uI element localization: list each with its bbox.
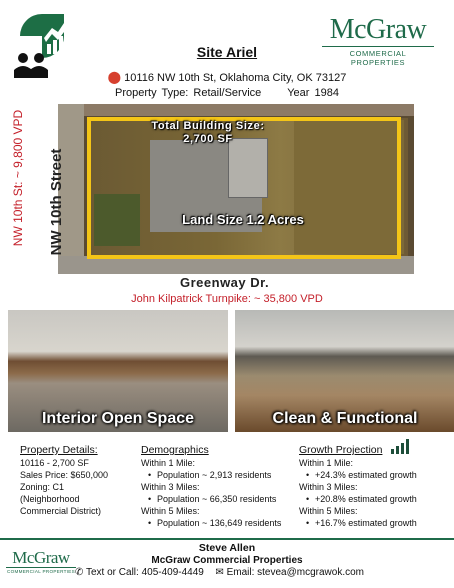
- property-details-heading: Property Details:: [20, 444, 98, 456]
- year-built: Year 1984: [287, 87, 339, 99]
- demographics-value: • Population ~ 66,350 residents: [141, 493, 293, 505]
- email-icon: ✉: [215, 567, 224, 578]
- phone-icon: ✆: [75, 567, 84, 578]
- property-type: Property Type: Retail/Service: [115, 87, 262, 99]
- detail-line: Zoning: C1: [20, 482, 65, 492]
- growth-value: • +16.7% estimated growth: [299, 517, 444, 529]
- detail-line: Sales Price: $650,000: [20, 470, 109, 480]
- aerial-site-photo: [58, 104, 414, 274]
- demographics-value: • Population ~ 136,649 residents: [141, 517, 293, 529]
- growth-radius: Within 1 Mile:: [299, 458, 354, 468]
- side-traffic-count: NW 10th St: ~ 9,800 VPD: [11, 109, 25, 247]
- agent-name: Steve Allen: [198, 542, 256, 554]
- email-text[interactable]: Email: stevea@mcgrawok.com: [226, 567, 365, 578]
- demographics-radius: Within 1 Mile:: [141, 458, 196, 468]
- aerial-road-top: [58, 104, 414, 116]
- agent-company: McGraw Commercial Properties: [151, 555, 303, 566]
- interior-photo-open-space: [8, 310, 228, 432]
- location-pin-icon: ⬤: [107, 70, 122, 84]
- interior-photo-functional: [235, 310, 454, 432]
- growth-value: • +20.8% estimated growth: [299, 493, 444, 505]
- growth-value: • +24.3% estimated growth: [299, 469, 444, 481]
- demographics-heading: Demographics: [141, 444, 209, 456]
- growth-projection: [299, 444, 444, 529]
- demographics-value: • Population ~ 2,913 residents: [141, 469, 293, 481]
- detail-line: 10116 - 2,700 SF: [20, 458, 89, 468]
- footer-brand-name: McGraw: [12, 548, 70, 567]
- footer-brand-subtitle: COMMERCIAL PROPERTIES: [6, 569, 76, 574]
- growth-heading: Growth Projection: [299, 444, 383, 456]
- brand-subtitle: COMMERCIAL PROPERTIES: [322, 46, 434, 67]
- detail-line: Commercial District): [20, 506, 101, 516]
- photo-caption: Clean & Functional: [272, 410, 418, 427]
- demographics-radius: Within 3 Miles:: [141, 482, 200, 492]
- brand-name: McGraw: [329, 14, 427, 45]
- land-size-label: Land Size 1.2 Acres: [182, 212, 304, 227]
- address-line: [0, 70, 454, 84]
- photo-caption: Interior Open Space: [41, 410, 195, 427]
- growth-radius: Within 5 Miles:: [299, 506, 358, 516]
- footer-divider: [0, 538, 454, 540]
- property-type-line: [0, 87, 454, 99]
- header: [0, 0, 454, 104]
- bar-chart-growth-icon: [390, 438, 410, 454]
- property-details: [20, 444, 138, 517]
- turnpike-traffic-count: John Kilpatrick Turnpike: ~ 35,800 VPD: [131, 293, 323, 305]
- page-title: Site Ariel: [196, 44, 258, 60]
- demographics-radius: Within 5 Miles:: [141, 506, 200, 516]
- phone-text[interactable]: Text or Call: 405-409-4449: [86, 567, 204, 578]
- bottom-road-label: Greenway Dr.: [180, 275, 270, 290]
- growth-radius: Within 3 Miles:: [299, 482, 358, 492]
- detail-line: (Neighborhood: [20, 494, 80, 504]
- building-size-label: Total Building Size: 2,700 SF: [151, 120, 265, 145]
- street-name-label: NW 10th Street: [48, 148, 65, 256]
- address-text: 10116 NW 10th St, Oklahoma City, OK 73127: [124, 72, 347, 84]
- contact-line: [75, 567, 364, 578]
- demographics: [141, 444, 293, 529]
